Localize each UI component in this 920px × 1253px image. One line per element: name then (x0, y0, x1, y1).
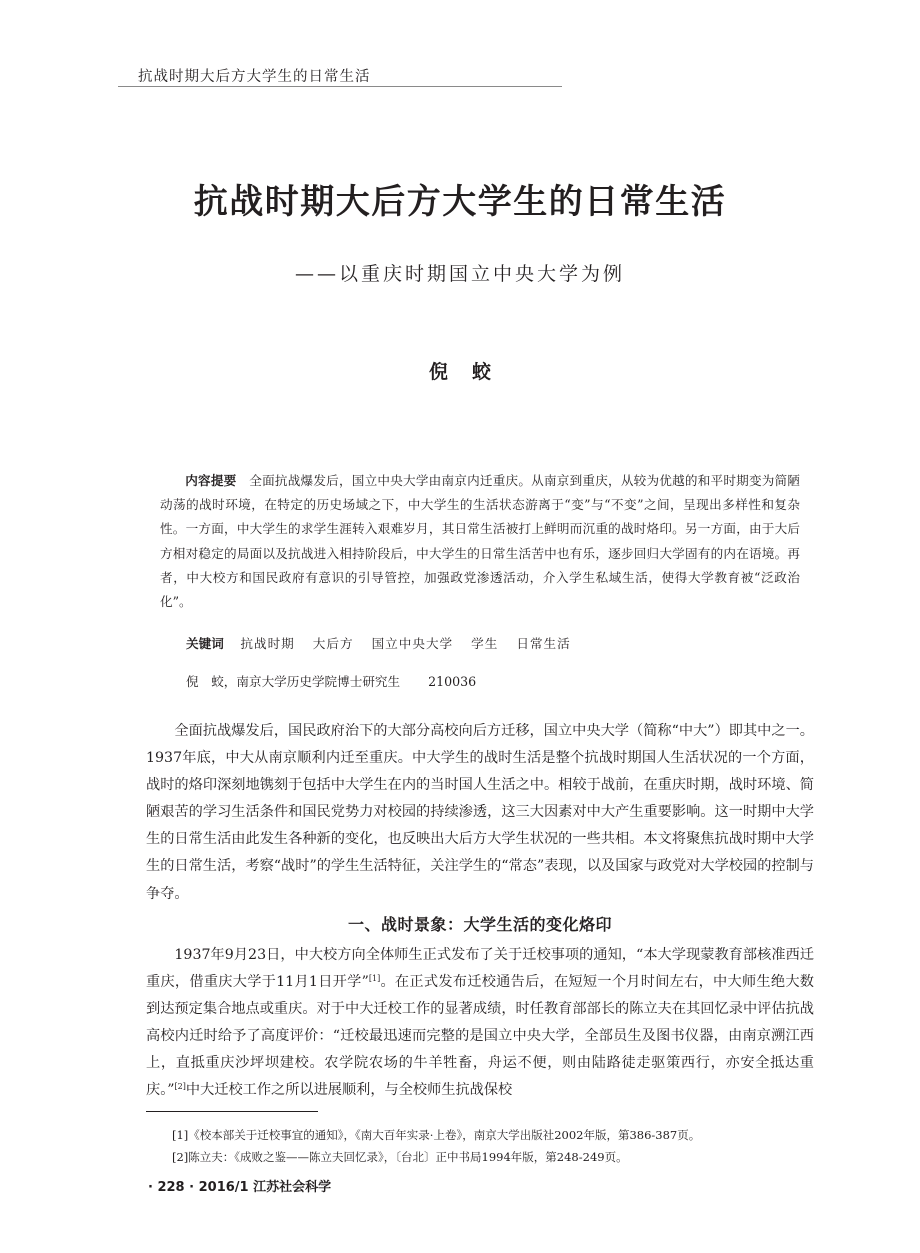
author-name: 倪蛟 (428, 361, 515, 383)
paragraph-text: 。在正式发布迁校通告后，在短短一个月时间左右，中大师生绝大数到达预定集合地点或重庆。对于中大迁校工作的显著成绩，时任教育部部长的陈立夫在其回忆录中评估抗战高校内迁时给予了高度评价：“迁校最迅速而完整的是国立中央大学，全部员生及图书仪器，由南京溯江西上，直抵重庆沙坪坝建校。农学院农场的牛羊牲畜，舟运不便，则由陆路徒走驱策西行，亦安全抵达重庆。” (146, 973, 814, 1099)
keyword: 大后方 (312, 636, 354, 651)
footnote-rule (146, 1111, 318, 1112)
footnote: [2]陈立夫：《成败之鉴——陈立夫回忆录》，〔台北〕正中书局1994年版，第248-249页。 (172, 1150, 628, 1164)
running-head: 抗战时期大后方大学生的日常生活 (138, 69, 371, 85)
article-body (146, 718, 814, 1104)
keyword: 学生 (471, 636, 499, 651)
keyword: 抗战时期 (240, 636, 295, 651)
footnote: [1]《校本部关于迁校事宜的通知》，《南大百年实录·上卷》，南京大学出版社2002年版，第386-387页。 (172, 1128, 701, 1142)
keywords (186, 633, 585, 652)
keyword: 国立中央大学 (371, 636, 454, 651)
article-title: 抗战时期大后方大学生的日常生活 (193, 182, 727, 222)
body-paragraph (146, 942, 814, 1105)
postal-code: 210036 (428, 674, 477, 689)
footnote-ref[interactable]: [1] (368, 973, 381, 983)
journal-info: 2016/1 江苏社会科学 (198, 1180, 332, 1195)
header-rule (118, 86, 562, 87)
body-paragraph: 全面抗战爆发后，国民政府治下的大部分高校向后方迁移，国立中央大学（简称“中大”）即其中之一。1937年底，中大从南京顺利内迁至重庆。中大学生的战时生活是整个抗战时期国人生活状况的一个方面，战时的烙印深刻地镌刻于包括中大学生在内的当时国人生活之中。相较于战前，在重庆时期，战时环境、简陋艰苦的学习生活条件和国民党势力对校园的持续渗透，这三大因素对中大产生重要影响。这一时期中大学生的日常生活由此发生各种新的变化，也反映出大后方大学生状况的一些共相。本文将聚焦抗战时期中大学生的日常生活，考察“战时”的学生生活特征，关注学生的“常态”表现，以及国家与政党对大学校园的控制与争夺。 (146, 723, 814, 902)
page-footer (148, 1176, 331, 1195)
abstract-text: 全面抗战爆发后，国立中央大学由南京内迁重庆。从南京到重庆，从较为优越的和平时期变为简陋动荡的战时环境，在特定的历史场域之下，中大学生的生活状态游离于“变”与“不变”之间，呈现出多样性和复杂性。一方面，中大学生的求学生涯转入艰难岁月，其日常生活被打上鲜明而沉重的战时烙印。另一方面，由于大后方相对稳定的局面以及抗战进入相持阶段后，中大学生的日常生活苦中也有乐，逐步回归大学固有的内在语境。再者，中大校方和国民政府有意识的引导管控，加强政党渗透活动，介入学生私域生活，使得大学教育被“泛政治化”。 (160, 473, 801, 610)
footnotes (172, 1124, 700, 1168)
page-number: · 228 · (148, 1180, 195, 1195)
keywords-label: 关键词 (186, 636, 224, 651)
abstract (160, 469, 800, 614)
abstract-label: 内容提要 (185, 473, 237, 488)
article-subtitle: ——以重庆时期国立中央大学为例 (294, 263, 625, 285)
author-affiliation (186, 671, 476, 690)
footnote-ref[interactable]: [2] (174, 1082, 186, 1092)
section-heading: 一、战时景象：大学生活的变化烙印 (347, 914, 612, 934)
keyword: 日常生活 (516, 636, 571, 651)
affiliation-text: 倪 蛟，南京大学历史学院博士研究生 (186, 674, 401, 689)
paragraph-text: 中大迁校工作之所以进展顺利，与全校师生抗战保校 (185, 1082, 513, 1099)
paragraph-text: 1937年9月23日，中大校方向全体师生正式发布了关于迁校事项的通知，“本大学现蒙教育部核准西迁重庆，借重庆大学于11月1日开学” (146, 946, 814, 990)
